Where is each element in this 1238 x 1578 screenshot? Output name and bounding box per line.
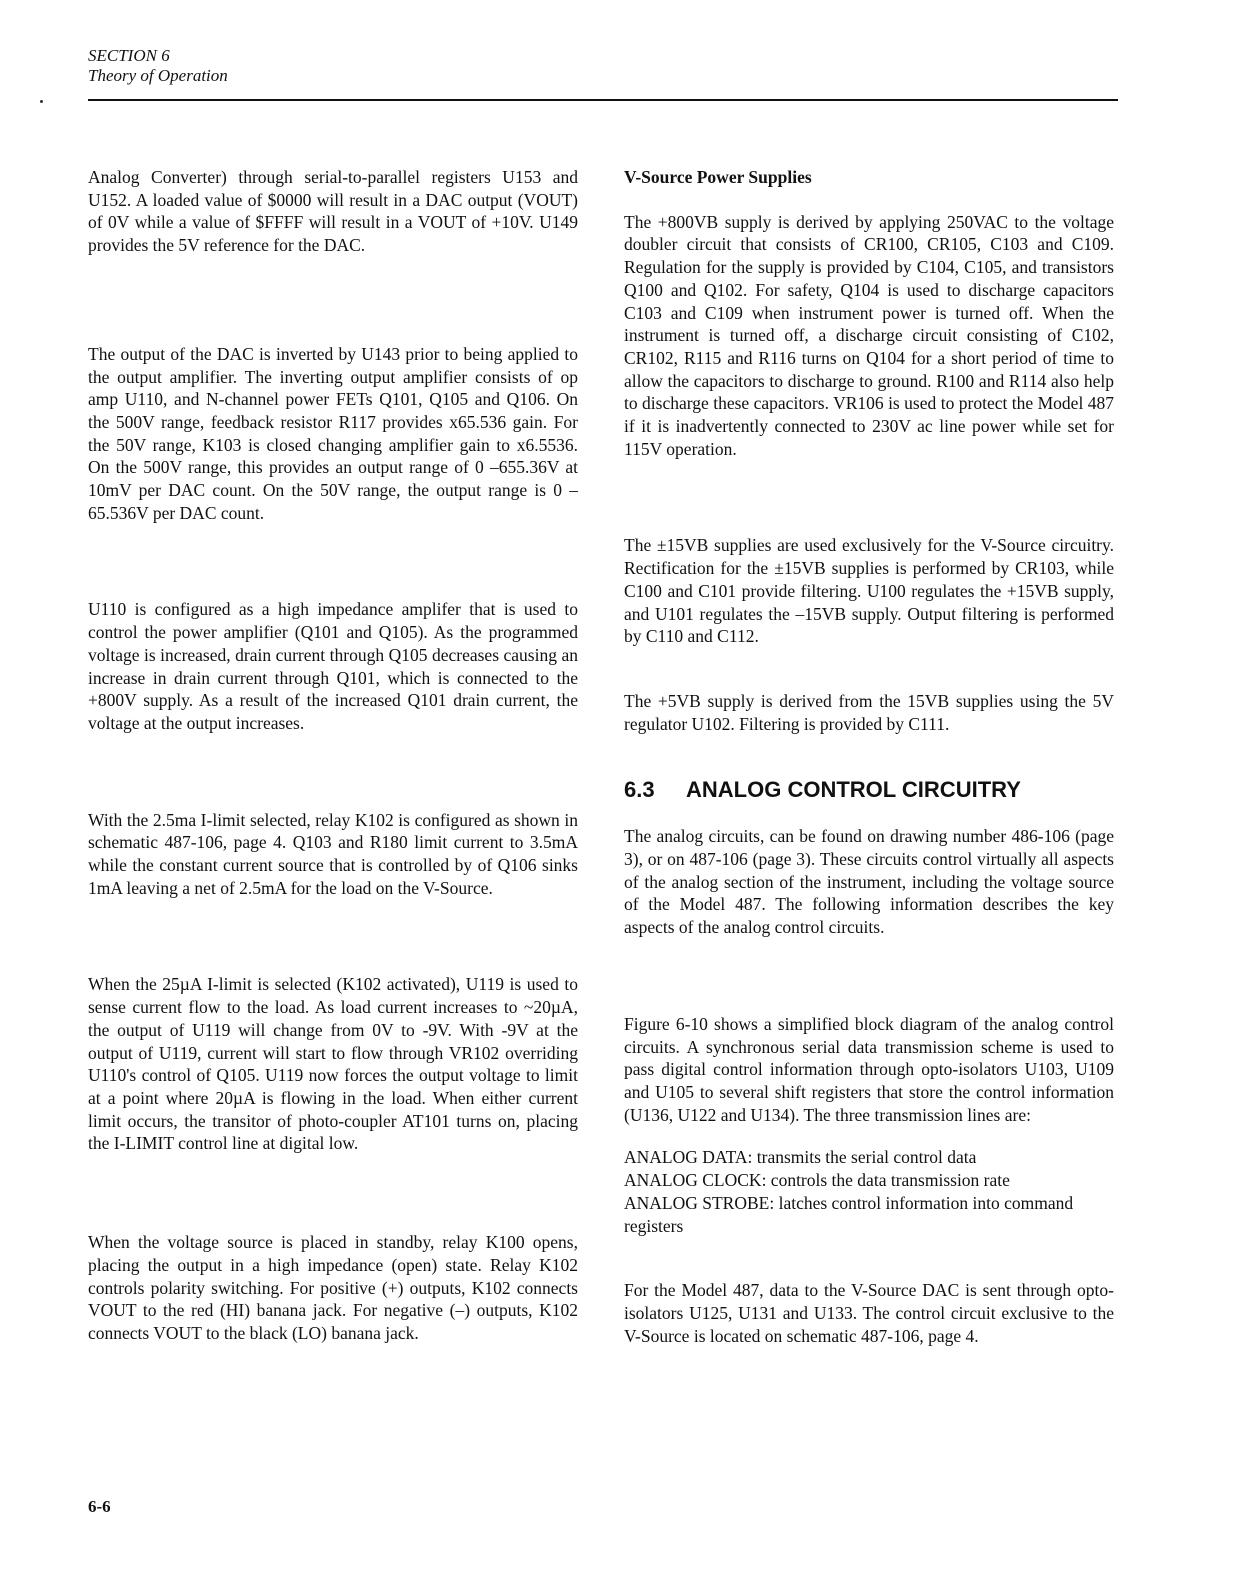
- header-rule: [88, 99, 1118, 101]
- section-subtitle: Theory of Operation: [88, 66, 228, 85]
- page-header: [88, 46, 228, 86]
- paragraph: The ±15VB supplies are used exclusively for the V-Source circuitry. Rectification for the ±15VB supplies is performed by CR103, while C100 and C101 provide filtering. U100 regulates the +15VB supply, and U101 regulates the –15VB supply. Output filtering is performed by C110 and C112.: [624, 535, 1114, 647]
- section-title: ANALOG CONTROL CIRCUITRY: [686, 777, 1021, 803]
- section-heading: [624, 777, 1114, 803]
- paragraph: The analog circuits, can be found on drawing number 486-106 (page 3), or on 487-106 (page 3). These circuits control virtually all aspects of the analog section of the instrument, including the voltage source of the Model 487. The following information describes the key aspects of the analog control circuits.: [624, 826, 1114, 938]
- paragraph: For the Model 487, data to the V-Source DAC is sent through opto-isolators U125, U131 and U133. The control circuit exclusive to the V-Source is located on schematic 487-106, page 4.: [624, 1280, 1114, 1346]
- right-column: [624, 166, 1114, 1347]
- paragraph: The +5VB supply is derived from the 15VB supplies using the 5V regulator U102. Filtering is provided by C111.: [624, 690, 1114, 734]
- paragraph: Analog Converter) through serial-to-parallel registers U153 and U152. A loaded value of $0000 will result in a DAC output (VOUT) of 0V while a value of $FFFF will result in a VOUT of +10V. U149 provides the 5V reference for the DAC.: [88, 167, 578, 256]
- paragraph: Figure 6-10 shows a simplified block diagram of the analog control circuits. A synchronous serial data transmission scheme is used to pass digital control information through opto-isolators U103, U109 and U105 to several shift registers that store the control information (U136, U122 and U134). The three transmission lines are:: [624, 1013, 1114, 1125]
- page-number: 6-6: [88, 1497, 111, 1516]
- paragraph: The output of the DAC is inverted by U143 prior to being applied to the output amplifier. The inverting output amplifier consists of op amp U110, and N-channel power FETs Q101, Q105 and Q106. On the 500V range, feedback resistor R117 provides x65.536 gain. For the 50V range, K103 is closed changing amplifier gain to x6.5536. On the 500V range, this provides an output range of 0 –655.36V at 10mV per DAC count. On the 50V range, the output range is 0 –65.536V per DAC count.: [88, 343, 578, 523]
- list-item: ANALOG DATA: transmits the serial control data: [624, 1147, 977, 1168]
- left-column: [88, 166, 578, 1345]
- subheading: V-Source Power Supplies: [624, 167, 812, 187]
- paragraph: U110 is configured as a high impedance amplifer that is used to control the power amplifier (Q101 and Q105). As the programmed voltage is increased, drain current through Q105 decreases causing an increase in drain current through Q101, which is connected to the +800V supply. As a result of the increased Q101 drain current, the voltage at the output increases.: [88, 599, 578, 733]
- paragraph: When the 25µA I-limit is selected (K102 activated), U119 is used to sense current flow to the load. As load current increases to ~20µA, the output of U119 will change from 0V to -9V. With -9V at the output of U119, current will start to flow through VR102 overriding U110's control of Q105. U119 now forces the output voltage to limit at a point where 20µA is flowing in the load. When either current limit occurs, the transitor of photo-coupler AT101 turns on, placing the I-LIMIT control line at digital low.: [88, 974, 578, 1154]
- list-item: ANALOG STROBE: latches control information into command registers: [624, 1192, 1074, 1236]
- margin-mark: [40, 100, 43, 103]
- paragraph: The +800VB supply is derived by applying 250VAC to the voltage doubler circuit that consists of CR100, CR105, C103 and C109. Regulation for the supply is provided by C104, C105, and transistors Q100 and Q102. For safety, Q104 is used to discharge capacitors C103 and C109 when instrument power is turned off. When the instrument is turned off, a discharge circuit consisting of C102, CR102, R115 and R116 turns on Q104 for a short period of time to allow the capacitors to discharge to ground. R100 and R114 also help to discharge these capacitors. VR106 is used to protect the Model 487 if it is inadvertently connected to 230V ac line power while set for 115V operation.: [624, 211, 1114, 459]
- transmission-lines-list: [624, 1146, 1114, 1237]
- paragraph: When the voltage source is placed in standby, relay K100 opens, placing the output in a high impedance (open) state. Relay K102 controls polarity switching. For positive (+) outputs, K102 connects VOUT to the red (HI) banana jack. For negative (–) outputs, K102 connects VOUT to the black (LO) banana jack.: [88, 1232, 578, 1343]
- section-label: SECTION 6: [88, 46, 170, 65]
- section-number: 6.3: [624, 777, 655, 803]
- list-item: ANALOG CLOCK: controls the data transmission rate: [624, 1170, 1010, 1191]
- paragraph: With the 2.5ma I-limit selected, relay K102 is configured as shown in schematic 487-106, page 4. Q103 and R180 limit current to 3.5mA while the constant current source that is controlled by of Q106 sinks 1mA leaving a net of 2.5mA for the load on the V-Source.: [88, 809, 578, 898]
